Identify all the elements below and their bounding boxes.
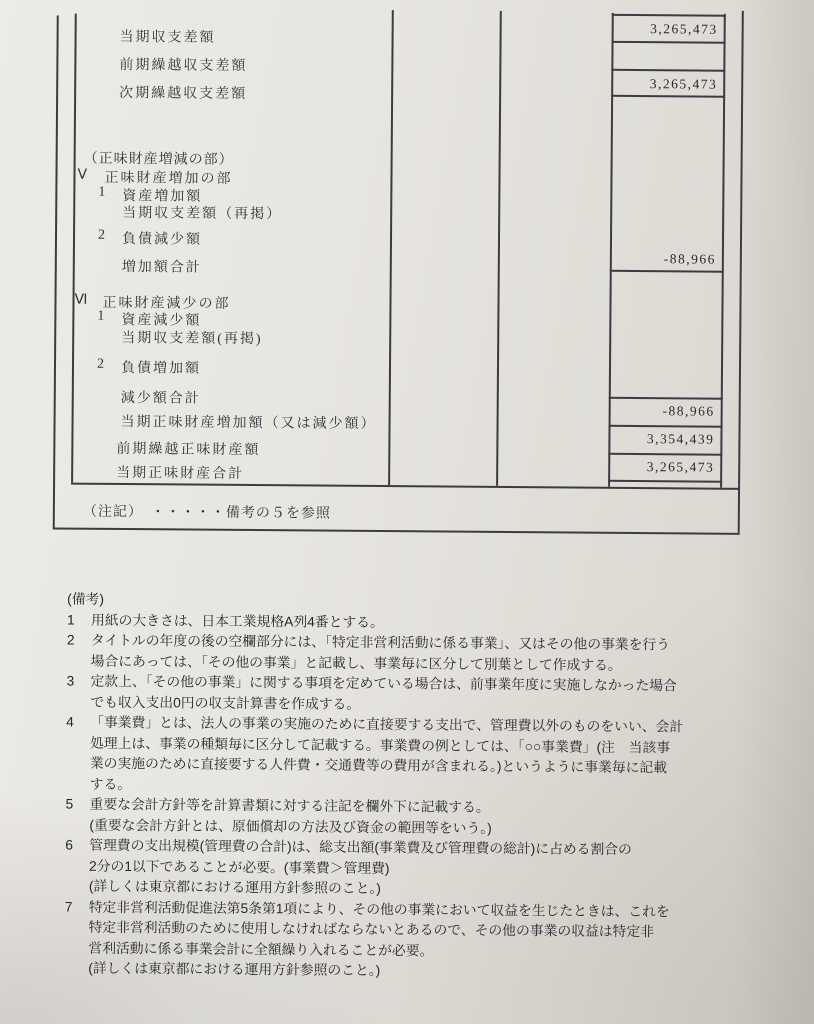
table-row-label: 前期繰越正味財産額: [116, 441, 261, 459]
amount-cell-border: [609, 397, 723, 400]
table-section-numeral: Ⅵ: [74, 292, 88, 308]
table-item-number: 2: [96, 356, 105, 372]
table-row-label: 資産増加額: [122, 188, 203, 205]
table-row-label: 当期収支差額: [119, 29, 216, 46]
table-row-label: 負債減少額: [121, 231, 203, 248]
table-section-header: 正味財産増加の部: [104, 170, 233, 187]
amount-cell-value: -88,966: [662, 403, 715, 419]
remark-number: 2: [66, 632, 75, 648]
remark-number: 1: [66, 612, 75, 628]
table-column-divider-2: [496, 11, 502, 486]
remark-item: [65, 836, 759, 903]
outer-frame-right-border: [738, 11, 744, 533]
amount-cell-value: 3,265,473: [650, 21, 718, 37]
table-section-header: （正味財産増減の部）: [83, 151, 234, 168]
table-row-label: 当期収支差額(再掲): [121, 330, 263, 348]
remark-text: 用紙の大きさは、日本工業規格A列4番とする。: [90, 612, 384, 630]
amount-cell-value: -88,966: [663, 251, 716, 267]
table-row-label: 負債増加額: [120, 360, 202, 377]
amount-cell-border: [611, 95, 725, 98]
outer-frame-bottom-border: [53, 527, 740, 534]
amount-cell-value: 3,354,439: [646, 431, 715, 447]
remark-item: [67, 631, 761, 677]
outer-frame-left-border: [53, 15, 59, 527]
remark-item: [66, 672, 760, 718]
remark-text: 管理費の支出規模(管理費の合計)は、総支出額(事業費及び管理費の総計)に占める割合の 2分の1以下であることが必要。(事業費＞管理費) (詳しくは東京都における運用方針参照のこと。): [88, 837, 632, 897]
remark-number: 4: [66, 714, 74, 730]
remark-text: タイトルの年度の後の空欄部分には、「特定非営利活動に係る事業」、又はその他の事業を行う 場合にあっては、「その他の事業」と記載し、事業毎に区分して別葉として作成する。: [90, 632, 671, 673]
remark-number: 5: [65, 796, 74, 812]
amount-cell-border: [611, 69, 725, 72]
amount-cell-border: [608, 480, 722, 483]
table-row-label: 前期繰越収支差額: [119, 57, 248, 74]
remark-text: 「事業費」とは、法人の事業の実施のために直接要する支出で、管理費以外のものをいい、会計 処理上は、事業の種類毎に区分して記載する。事業費の例としては、「○○事業費」(注 当該事 業の実施のために直接要する人件費・交通費等の費用が含まれる。)というように事業毎に記載 する。: [89, 714, 684, 792]
table-section-header: 正味財産減少の部: [102, 295, 231, 312]
amount-cell-border: [610, 270, 724, 273]
table-item-number: 1: [98, 184, 106, 200]
table-item-number: 2: [97, 227, 106, 243]
note-reference-line: （注記） ・・・・・備考の５を参照: [82, 504, 331, 522]
table-row-label: 次期繰越収支差額: [119, 85, 248, 102]
remark-item: [64, 897, 759, 984]
remark-text: 特定非営利活動促進法第5条第1項により、その他の事業において収益を生じたときは、これを 特定非営利活動のために使用しなければならないとあるので、その他の事業の収益は特定非 営利活動に係る事業会計に全額繰り入れることが必要。 (詳しくは東京都における運用方針参照のこと。): [88, 899, 670, 979]
remark-number: 6: [65, 837, 73, 853]
remark-number: 3: [66, 673, 75, 689]
table-section-numeral: Ⅴ: [77, 167, 88, 183]
amount-cell-value: 3,265,473: [649, 76, 718, 92]
amount-cell-border: [609, 425, 723, 428]
table-left-border: [71, 14, 77, 483]
amount-cell-border: [612, 41, 726, 44]
table-row-label: 減少額合計: [120, 390, 201, 407]
table-bottom-border: [71, 483, 740, 490]
remark-item: [65, 795, 759, 841]
table-row-label: 当期正味財産増加額（又は減少額）: [120, 414, 377, 432]
remark-number: 7: [64, 899, 73, 915]
remarks-header: (備考): [67, 591, 105, 607]
table-item-number: 1: [97, 308, 105, 324]
table-column-divider-1: [388, 10, 394, 485]
amount-cell-border: [608, 453, 722, 456]
remarks-section: [64, 590, 761, 985]
remark-text: 定款上、「その他の事業」に関する事項を定めている場合は、前事業年度に実施しなかった場合 でも収入支出0円の収支計算書を作成する。: [90, 673, 677, 712]
table-row-label: 当期収支差額（再掲）: [122, 205, 283, 223]
amount-cell-value: 3,265,473: [646, 459, 715, 475]
amount-column-right-border: [720, 14, 726, 488]
table-row-label: 当期正味財産合計: [116, 465, 245, 482]
remark-item: [66, 713, 761, 800]
amount-cell-border: [612, 14, 726, 17]
table-row-label: 資産減少額: [121, 312, 202, 329]
table-row-label: 増加額合計: [121, 259, 202, 276]
remark-text: 重要な会計方針等を計算書類に対する注記を欄外下に記載する。 (重要な会計方針とは、原価償却の方法及び資金の範囲等をいう。): [89, 796, 492, 836]
